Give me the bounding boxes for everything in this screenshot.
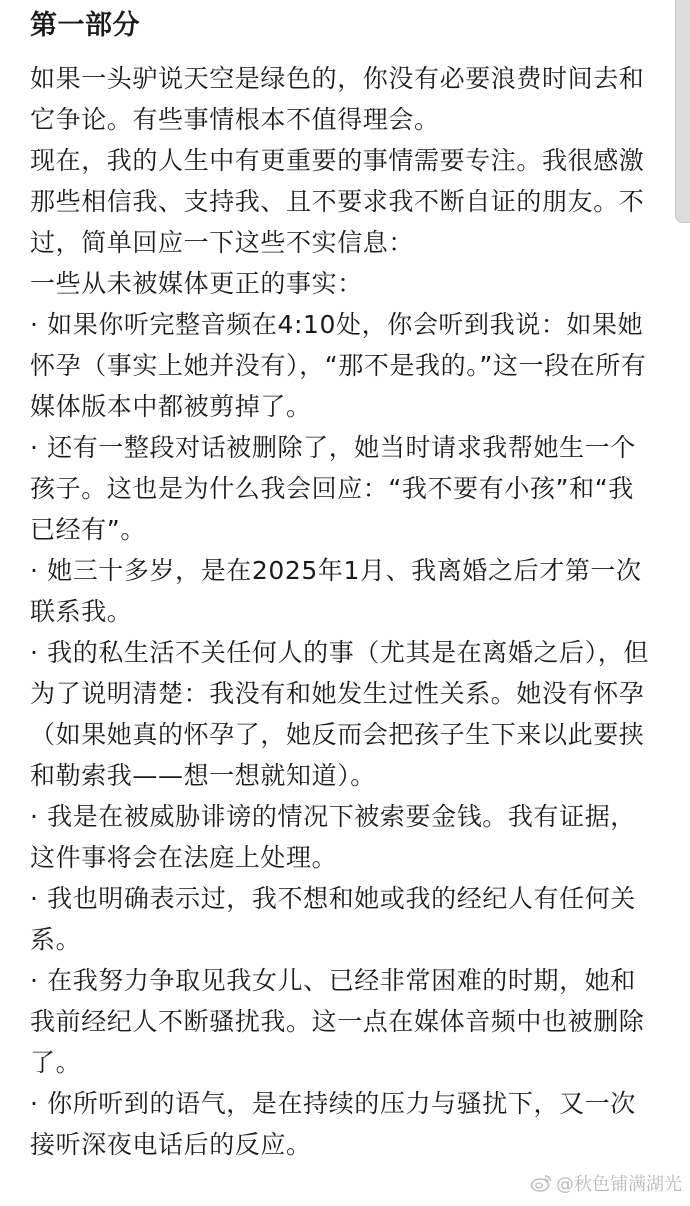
bullet-item-7: · 在我努力争取见我女儿、已经非常困难的时期，她和我前经纪人不断骚扰我。这一点在媒体音频中也被删除了。: [30, 966, 645, 1077]
paragraph-1: 如果一头驴说天空是绿色的，你没有必要浪费时间去和它争论。有些事情根本不值得理会。: [30, 64, 645, 134]
watermark-text: @秋色铺满湖光: [556, 1174, 682, 1195]
section-title: 第一部分: [30, 10, 140, 41]
watermark: [530, 1170, 682, 1196]
bullet-item-1: · 如果你听完整音频在4:10处，你会听到我说：如果她怀孕（事实上她并没有），“那不是我的。”这一段在所有媒体版本中都被剪掉了。: [30, 310, 647, 421]
scrollbar-thumb[interactable]: [675, 0, 690, 223]
bullet-item-4: · 我的私生活不关任何人的事（尤其是在离婚之后），但为了说明清楚：我没有和她发生过性关系。她没有怀孕（如果她真的怀孕了，她反而会把孩子生下来以此要挟和勒索我——想一想就知道）。: [30, 638, 649, 790]
weibo-logo-icon: [530, 1174, 552, 1192]
bullet-item-2: · 还有一整段对话被删除了，她当时请求我帮她生一个孩子。这也是为什么我会回应：“我不要有小孩”和“我已经有”。: [30, 433, 636, 544]
paragraph-2: 现在，我的人生中有更重要的事情需要专注。我很感激那些相信我、支持我、且不要求我不断自证的朋友。不过，简单回应一下这些不实信息：: [30, 146, 645, 257]
bullet-item-6: · 我也明确表示过，我不想和她或我的经纪人有任何关系。: [30, 884, 636, 954]
paragraph-3: 一些从未被媒体更正的事实：: [30, 269, 363, 298]
bullet-item-8: · 你所听到的语气，是在持续的压力与骚扰下，又一次接听深夜电话后的反应。: [30, 1089, 636, 1159]
bullet-item-5: · 我是在被威胁诽谤的情况下被索要金钱。我有证据，这件事将会在法庭上处理。: [30, 802, 636, 872]
bullet-item-3: · 她三十多岁，是在2025年1月、我离婚之后才第一次联系我。: [30, 556, 642, 626]
